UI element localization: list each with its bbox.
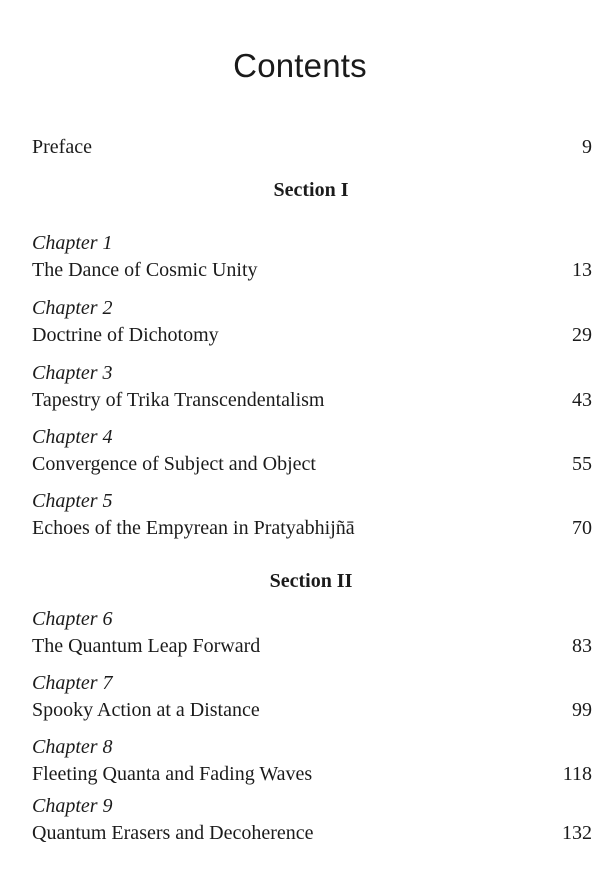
- chapter-label: Chapter 1: [32, 232, 113, 254]
- entry-page-number: 55: [572, 453, 592, 475]
- entry-page-number: 9: [582, 136, 592, 158]
- entry-page-number: 43: [572, 389, 592, 411]
- entry-page-number: 99: [572, 699, 592, 721]
- toc-entry-chapter-9[interactable]: [32, 822, 592, 848]
- entry-page-number: 83: [572, 635, 592, 657]
- entry-title: Echoes of the Empyrean in Pratyabhijñā: [32, 517, 355, 539]
- chapter-label: Chapter 6: [32, 608, 113, 630]
- entry-page-number: 29: [572, 324, 592, 346]
- entry-title: Tapestry of Trika Transcendentalism: [32, 389, 325, 411]
- toc-entry-chapter-6[interactable]: [32, 635, 592, 661]
- chapter-label: Chapter 8: [32, 736, 113, 758]
- page-title: Contents: [233, 47, 367, 84]
- chapter-label: Chapter 4: [32, 426, 113, 448]
- entry-title: The Quantum Leap Forward: [32, 635, 261, 657]
- toc-entry-chapter-5[interactable]: [32, 517, 592, 543]
- chapter-label: Chapter 9: [32, 795, 113, 817]
- entry-page-number: 118: [562, 763, 592, 785]
- section-heading: Section II: [269, 570, 353, 592]
- toc-entry-chapter-1[interactable]: [32, 259, 592, 285]
- entry-title: Convergence of Subject and Object: [32, 453, 316, 475]
- entry-title: Fleeting Quanta and Fading Waves: [32, 763, 313, 785]
- entry-page-number: 70: [572, 517, 592, 539]
- toc-entry-chapter-7[interactable]: [32, 699, 592, 725]
- toc-entry-chapter-3[interactable]: [32, 389, 592, 415]
- entry-title: The Dance of Cosmic Unity: [32, 259, 258, 281]
- toc-entry-preface[interactable]: [32, 136, 592, 162]
- entry-page-number: 132: [562, 822, 592, 844]
- section-heading: Section I: [273, 179, 349, 201]
- chapter-label: Chapter 3: [32, 362, 113, 384]
- entry-page-number: 13: [572, 259, 592, 281]
- entry-title: Spooky Action at a Distance: [32, 699, 260, 721]
- toc-entry-chapter-8[interactable]: [32, 763, 592, 789]
- chapter-label: Chapter 2: [32, 297, 113, 319]
- toc-entry-chapter-4[interactable]: [32, 453, 592, 479]
- chapter-label: Chapter 5: [32, 490, 113, 512]
- toc-entry-chapter-2[interactable]: [32, 324, 592, 350]
- entry-title: Doctrine of Dichotomy: [32, 324, 219, 346]
- entry-title: Quantum Erasers and Decoherence: [32, 822, 314, 844]
- chapter-label: Chapter 7: [32, 672, 113, 694]
- entry-title: Preface: [32, 136, 92, 158]
